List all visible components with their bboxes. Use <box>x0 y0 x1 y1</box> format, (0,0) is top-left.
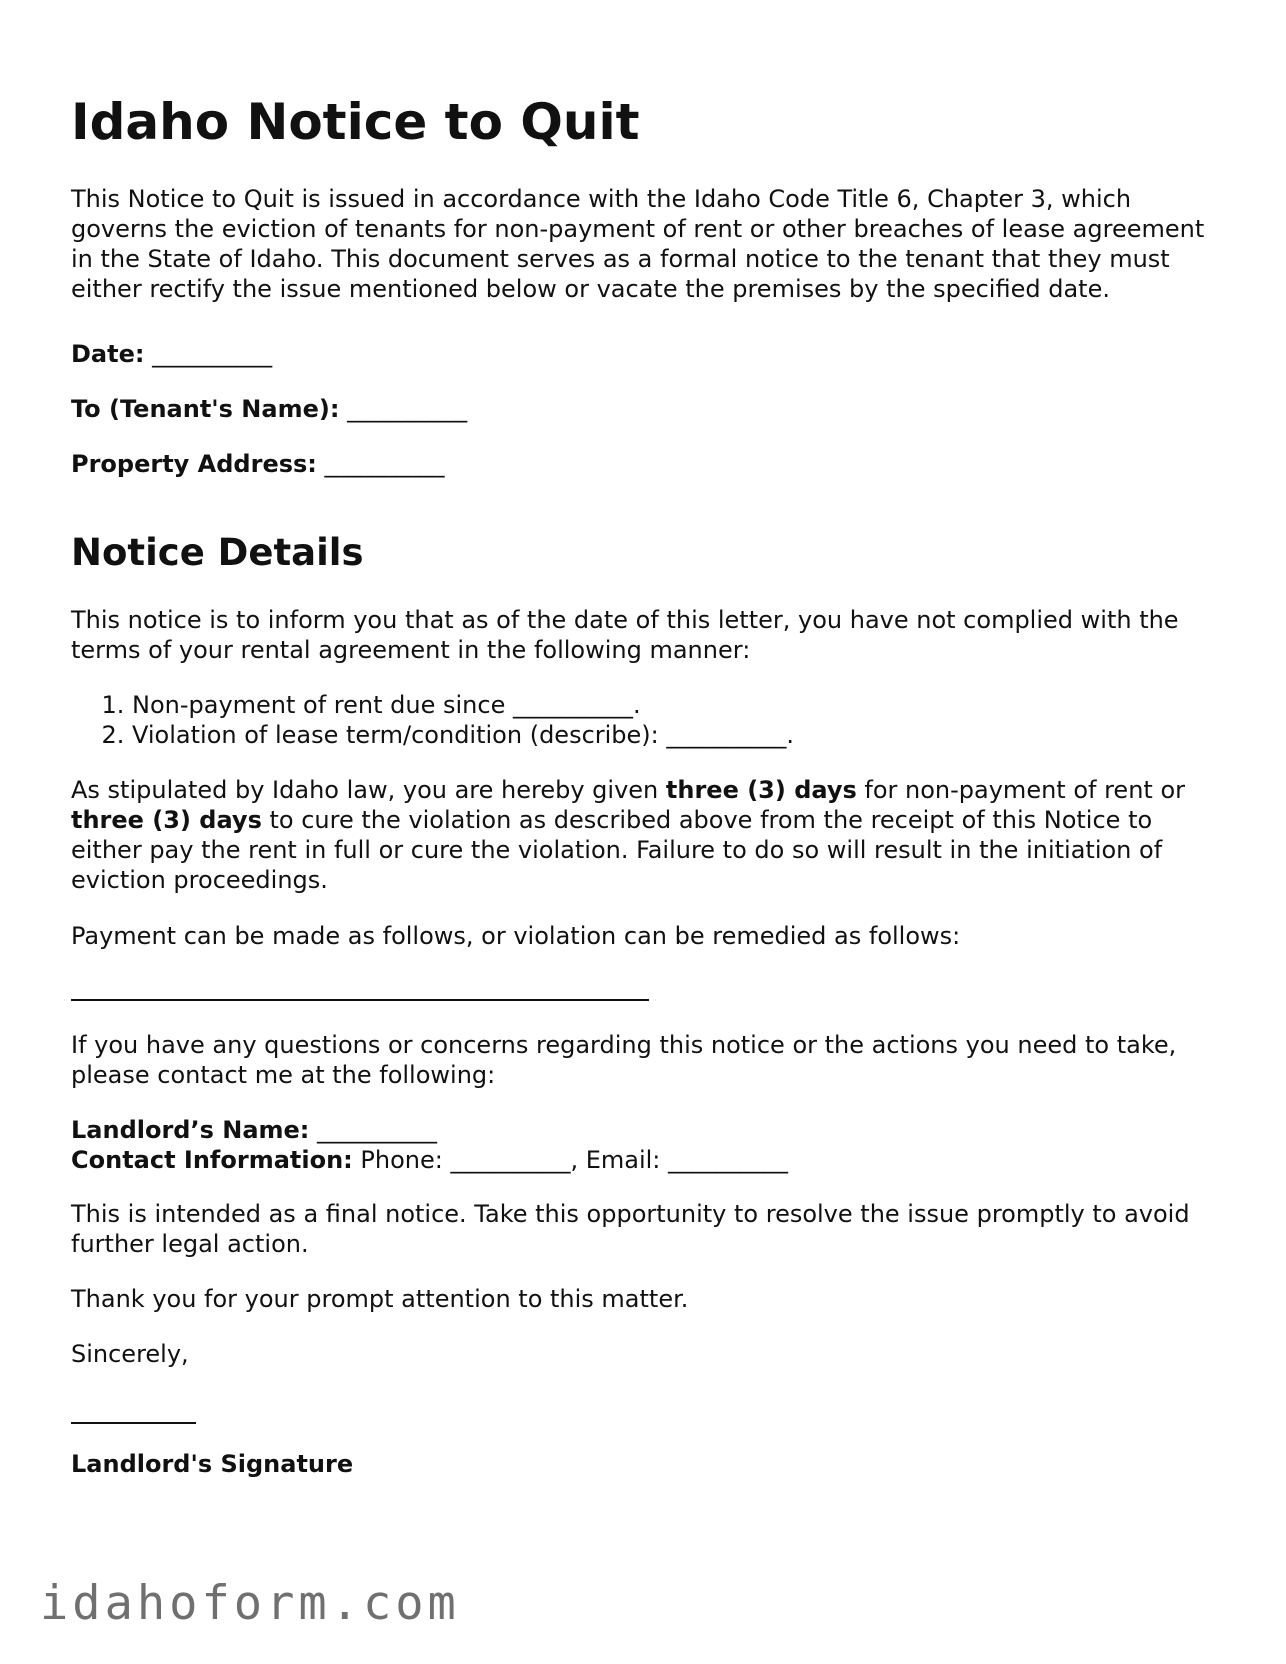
date-blank: __________ <box>152 340 273 368</box>
date-label: Date: <box>71 340 145 368</box>
contact-info-label: Contact Information: <box>71 1146 353 1174</box>
landlord-name-label: Landlord’s Name: <box>71 1116 310 1144</box>
stipulation-text-1: As stipulated by Idaho law, you are hereby given <box>71 776 666 804</box>
intro-paragraph: This Notice to Quit is issued in accordance with the Idaho Code Title 6, Chapter 3, which governs the eviction of tenants for non-payment of rent or other breaches of lease agreement in the State of Idaho. This document serves as a formal notice to the tenant that they must either rectify the issue mentioned below or vacate the premises by the specified date. <box>71 185 1205 303</box>
property-address-blank: __________ <box>324 450 445 478</box>
signature-label: Landlord's Signature <box>71 1450 354 1478</box>
stipulation-bold-1: three (3) days <box>665 776 857 804</box>
closing-text: Sincerely, <box>71 1340 189 1368</box>
stipulation-text-2: for non-payment of rent or <box>856 776 1185 804</box>
violation-item-lease: 2. Violation of lease term/condition (describe): __________. <box>132 720 794 750</box>
site-watermark: idahoform.com <box>40 1576 460 1631</box>
date-field <box>71 339 272 369</box>
final-notice-paragraph: This is intended as a final notice. Take this opportunity to resolve the issue promptly to avoid further legal action. <box>71 1200 1190 1258</box>
section-title: Notice Details <box>71 531 364 574</box>
contact-info-blanks: Phone: __________, Email: __________ <box>360 1146 789 1174</box>
document-title: Idaho Notice to Quit <box>71 93 640 151</box>
thanks-paragraph: Thank you for your prompt attention to this matter. <box>71 1285 689 1313</box>
payment-instructions-line <box>71 999 649 1001</box>
questions-paragraph: If you have any questions or concerns regarding this notice or the actions you need to take, please contact me at the following: <box>71 1031 1177 1089</box>
tenant-name-blank: __________ <box>347 395 468 423</box>
signature-label-field <box>71 1449 353 1479</box>
payment-paragraph: Payment can be made as follows, or violation can be remedied as follows: <box>71 922 961 950</box>
signature-line <box>71 1422 196 1424</box>
notice-intro-paragraph: This notice is to inform you that as of the date of this letter, you have not complied with the terms of your rental agreement in the following manner: <box>71 606 1179 664</box>
tenant-name-label: To (Tenant's Name): <box>71 395 340 423</box>
stipulation-text-3: to cure the violation as described above from the receipt of this Notice to either pay the rent in full or cure the violation. Failure to do so will result in the initiation of eviction proceedings. <box>71 806 1163 894</box>
property-address-label: Property Address: <box>71 450 317 478</box>
stipulation-bold-2: three (3) days <box>71 806 262 834</box>
landlord-name-field <box>71 1115 437 1145</box>
stipulation-paragraph <box>71 775 1216 895</box>
property-address-field <box>71 449 445 479</box>
contact-info-field <box>71 1145 788 1175</box>
violation-item-rent: 1. Non-payment of rent due since __________. <box>132 690 794 720</box>
landlord-name-blank: __________ <box>317 1116 438 1144</box>
violations-list <box>71 690 794 750</box>
tenant-name-field <box>71 394 467 424</box>
